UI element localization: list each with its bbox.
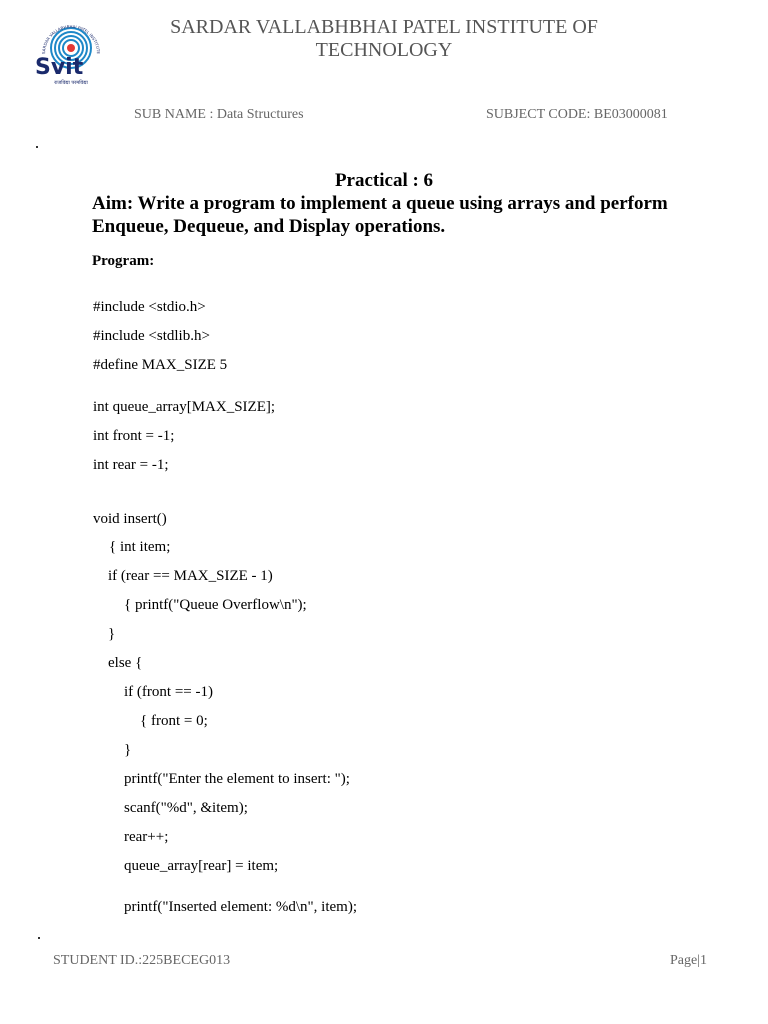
code-line: #include <stdlib.h> [93, 328, 210, 344]
code-line: { front = 0; [140, 713, 208, 729]
subject-name: SUB NAME : Data Structures [134, 107, 304, 122]
code-line: int front = -1; [93, 428, 175, 444]
code-line: printf("Enter the element to insert: "); [124, 771, 350, 787]
code-line: { printf("Queue Overflow\n"); [124, 597, 307, 613]
page-number: Page|1 [669, 953, 707, 968]
institute-name: SARDAR VALLABHBHAI PATEL INSTITUTE OF TECHNOLOGY [170, 16, 598, 61]
code-line: printf("Inserted element: %d\n", item); [124, 899, 358, 915]
code-line: scanf("%d", &item); [124, 800, 248, 816]
margin-mark-bottom [38, 937, 40, 939]
logo-wordmark: Svit [35, 55, 84, 80]
code-line: } [124, 742, 132, 758]
code-line: else { [108, 655, 143, 671]
code-line: rear++; [124, 829, 169, 845]
margin-mark-top [36, 146, 38, 148]
logo-tagline: राजविद्या परमविद्या [54, 80, 88, 86]
code-line: if (front == -1) [124, 684, 213, 700]
code-line: void insert() [93, 511, 167, 527]
code-line: int queue_array[MAX_SIZE]; [93, 399, 276, 415]
code-line: queue_array[rear] = item; [124, 858, 279, 874]
practical-title: Practical : 6 [334, 170, 434, 191]
code-line: #include <stdio.h> [93, 299, 206, 315]
institute-logo [33, 18, 109, 86]
program-label: Program: [92, 253, 155, 269]
student-id: STUDENT ID.:225BECEG013 [53, 953, 231, 968]
subject-code: SUBJECT CODE: BE03000081 [486, 107, 668, 122]
aim-text: Aim: Write a program to implement a queue using arrays and perform Enqueue, Dequeue, and Display operations. [92, 193, 668, 237]
code-line: if (rear == MAX_SIZE - 1) [108, 568, 273, 584]
logo-arc-text: SARDAR VALLABHBHAI PATEL INSTITUTE [40, 23, 102, 55]
code-line: int rear = -1; [93, 457, 169, 473]
code-line: #define MAX_SIZE 5 [93, 357, 228, 373]
code-line: { int item; [109, 539, 171, 555]
code-line: } [108, 626, 116, 642]
